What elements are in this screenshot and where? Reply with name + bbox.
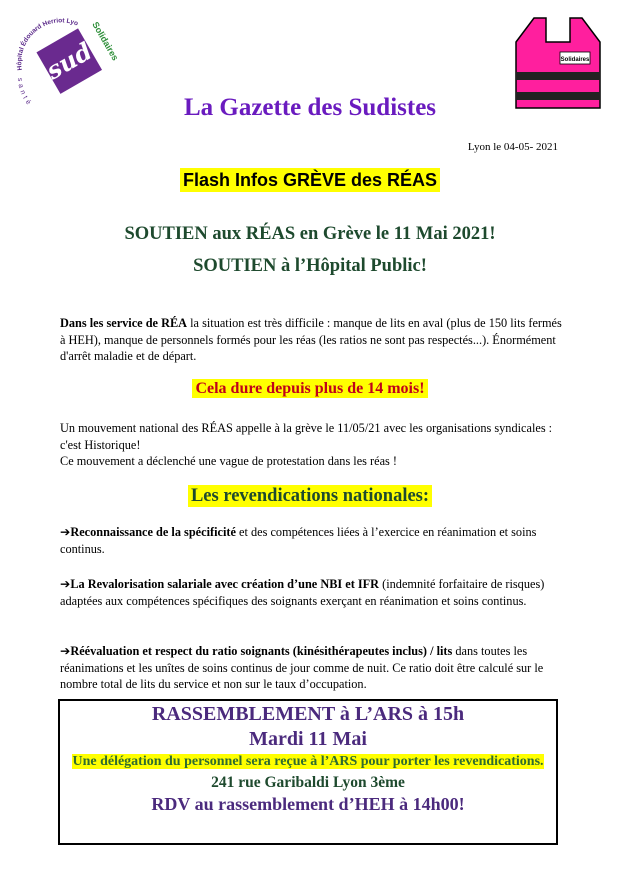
rally-address: 241 rue Garibaldi Lyon 3ème [211, 774, 405, 791]
duration-text: Cela dure depuis plus de 14 mois! [192, 379, 427, 398]
demand-bold: La Revalorisation salariale avec création d’une NBI et IFR [70, 577, 380, 591]
headline-1: SOUTIEN aux RÉAS en Grève le 11 Mai 2021! [124, 224, 496, 244]
demand-bold: Reconnaissance de la spécificité [70, 525, 236, 539]
demand-text: (indemnité forfaitaire de risques) adaptées aux compétences spécifiques des soignants exerçant en réanimation et soins continus. [60, 577, 545, 608]
logo-ring-text: Hôpital Édouard Herriot Lyo [16, 17, 80, 71]
logo-bottom-text: santé [15, 77, 34, 108]
date-line: Lyon le 04-05- 2021 [467, 141, 558, 153]
movement-line-1: Un mouvement national des RÉAS appelle à la grève le 11/05/21 avec les organisations syndicales : c'est Historique! [60, 421, 553, 452]
page-title: La Gazette des Sudistes [183, 94, 437, 121]
vest-label: Solidaires [560, 57, 590, 63]
movement-paragraph [60, 420, 565, 470]
rally-delegation [60, 753, 556, 771]
demand-item [60, 643, 565, 693]
rally-heading: RASSEMBLEMENT à L’ARS à 15h [151, 703, 465, 725]
arrow-icon: ➔ [60, 577, 71, 591]
arrow-icon: ➔ [60, 525, 71, 539]
rally-delegation-text: Une délégation du personnel sera reçue à l’ARS pour porter les revendications. [72, 754, 544, 769]
intro-bold: Dans les service de RÉA [60, 316, 188, 330]
logo-brand: sud [41, 36, 97, 86]
demand-item [60, 576, 565, 609]
intro-text: la situation est très difficile : manque de lits en aval (plus de 150 lits fermés à HEH), manque de personnels formés pour les réas (les ratios ne sont pas respectés...). Énormément d'arrêt maladie et de départ. [60, 316, 562, 363]
demands-heading [0, 486, 620, 507]
arrow-icon: ➔ [60, 644, 71, 658]
demand-bold: Réévaluation et respect du ratio soignants (kinésithérapeutes inclus) / lits [70, 644, 453, 658]
demands-heading-text: Les revendications nationales: [188, 485, 432, 507]
demand-text: et des compétences liées à l’exercice en réanimation et soins continus. [60, 525, 537, 556]
rally-box [58, 699, 558, 845]
demand-item [60, 524, 565, 557]
logo-side-text: Solidaires [90, 20, 121, 63]
movement-line-2: Ce mouvement a déclenché une vague de protestation dans les réas ! [60, 454, 398, 468]
demand-text: dans toutes les réanimations et les unîtes de soins continus de jour comme de nuit. Ce ratio doit être calculé sur le nombre total de lits du service et non sur le taux d’occupation. [60, 644, 544, 691]
sud-logo [8, 8, 126, 108]
headline-2: SOUTIEN à l’Hôpital Public! [193, 256, 427, 276]
flash-text: Flash Infos GRÈVE des RÉAS [180, 168, 440, 192]
intro-paragraph [60, 315, 565, 365]
duration-banner [0, 380, 620, 398]
rally-date: Mardi 11 Mai [249, 728, 367, 750]
flash-banner [0, 170, 620, 191]
rally-meeting: RDV au rassemblement d’HEH à 14h00! [151, 794, 465, 814]
